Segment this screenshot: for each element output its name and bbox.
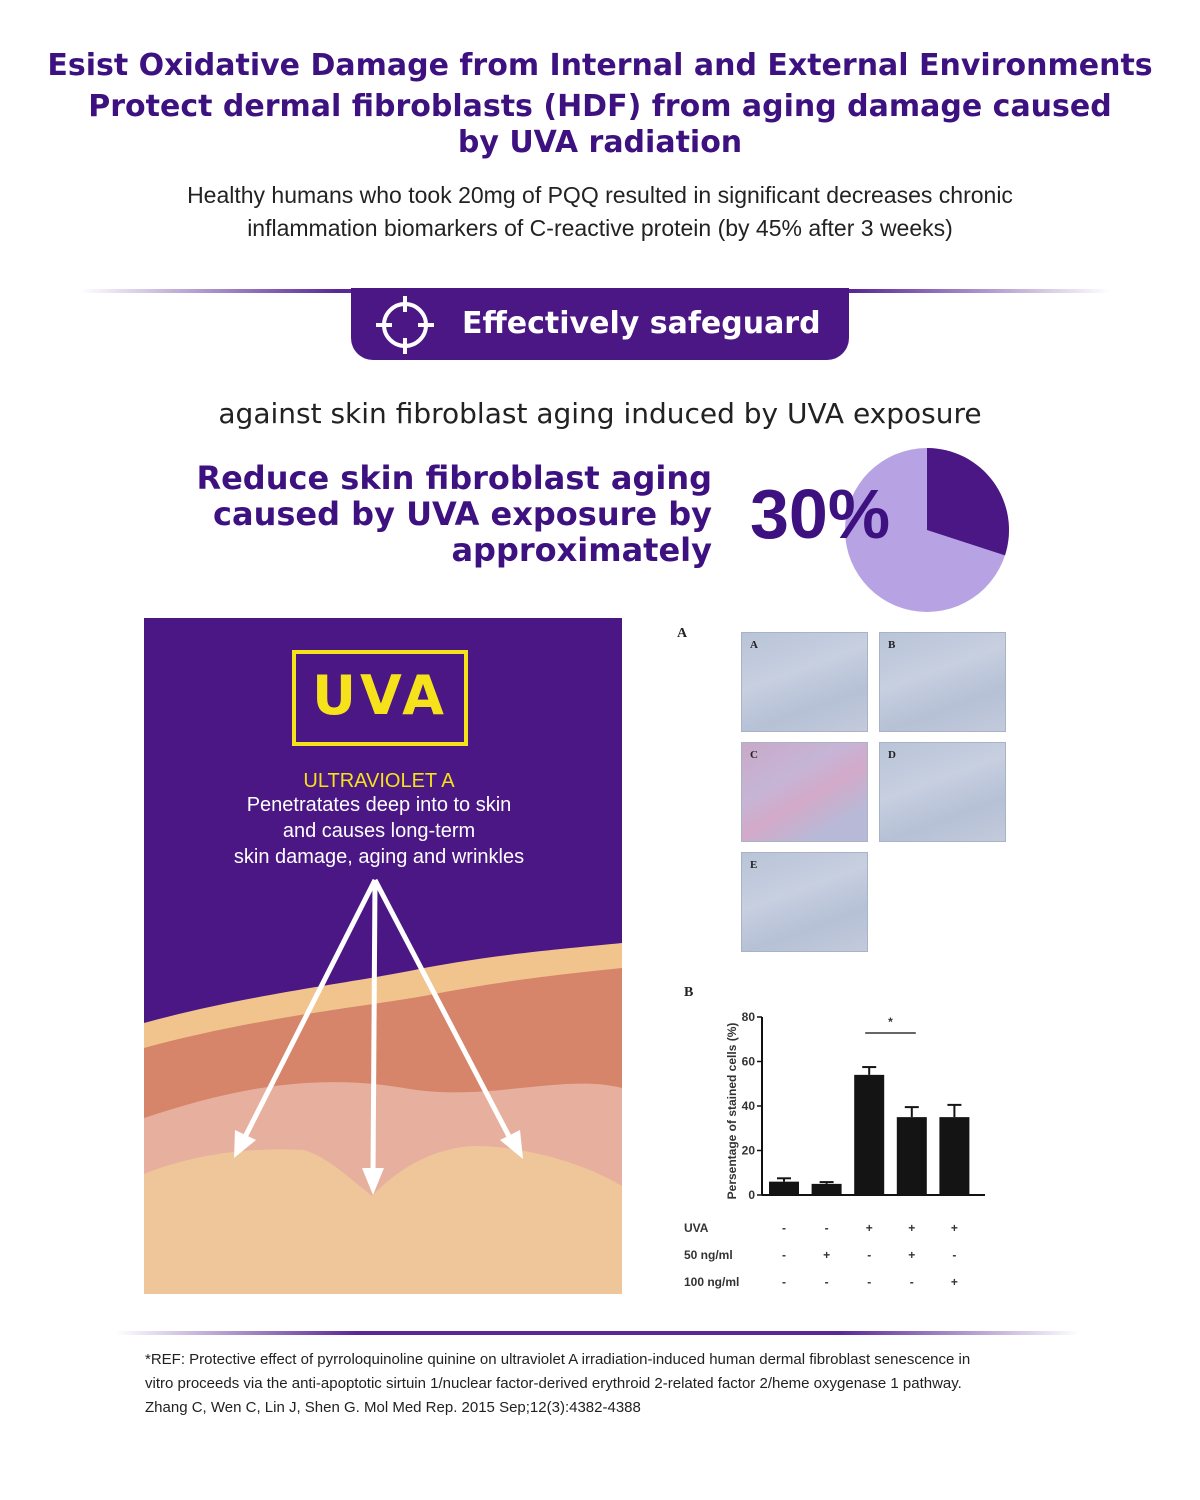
tagline: against skin fibroblast aging induced by UVA exposure: [218, 397, 982, 430]
condition-mark: -: [782, 1275, 786, 1289]
condition-mark: +: [908, 1248, 916, 1262]
subtitle-line-1: Healthy humans who took 20mg of PQQ resulted in significant decreases chronic: [187, 182, 1013, 208]
condition-mark: -: [909, 1275, 914, 1289]
page-title-line-1: Esist Oxidative Damage from Internal and External Environments: [47, 48, 1153, 83]
condition-mark: -: [824, 1275, 829, 1289]
micrograph-e: [741, 852, 868, 952]
condition-mark: -: [867, 1248, 872, 1262]
reference-line-3: Zhang C, Wen C, Lin J, Shen G. Mol Med Rep. 2015 Sep;12(3):4382-4388: [145, 1399, 641, 1416]
y-tick-label: 40: [741, 1099, 755, 1113]
bar: [854, 1075, 884, 1195]
condition-mark: +: [908, 1221, 916, 1235]
micrograph-d: [879, 742, 1006, 842]
condition-mark: +: [865, 1221, 873, 1235]
condition-mark: -: [952, 1248, 957, 1262]
micrograph-d-label: D: [888, 749, 896, 761]
significance-star: *: [888, 1015, 893, 1029]
bar: [769, 1182, 799, 1195]
condition-label: UVA: [684, 1221, 709, 1235]
micrograph-b-label: B: [888, 639, 896, 651]
y-tick-label: 60: [741, 1054, 755, 1069]
bar: [812, 1184, 842, 1195]
reduction-line-3: approximately: [451, 531, 712, 569]
reduction-percent: 30%: [750, 475, 891, 553]
micrograph-c: [741, 742, 868, 842]
page-title-line-2: Protect dermal fibroblasts (HDF) from aging damage caused: [88, 89, 1112, 124]
reduction-line-1: Reduce skin fibroblast aging: [196, 459, 712, 497]
micrograph-b: [879, 632, 1006, 732]
micrograph-c-label: C: [750, 749, 758, 761]
condition-label: 50 ng/ml: [684, 1248, 733, 1262]
bar: [939, 1117, 969, 1195]
uva-description-line-3: skin damage, aging and wrinkles: [233, 846, 525, 868]
figure-a-label: A: [677, 626, 688, 641]
reference-line-1: *REF: Protective effect of pyrroloquinoline quinine on ultraviolet A irradiation-induced human dermal fibroblast senescence in: [145, 1351, 971, 1368]
uva-description: [144, 792, 614, 870]
micrograph-e-label: E: [750, 859, 758, 871]
y-tick-label: 80: [741, 1010, 755, 1024]
condition-mark: +: [823, 1248, 831, 1262]
divider-bottom: [115, 1331, 1080, 1335]
micrograph-a-label: A: [750, 639, 758, 651]
bar: [897, 1117, 927, 1195]
safeguard-badge-label: Effectively safeguard: [462, 306, 821, 341]
reference-line-2: vitro proceeds via the anti-apoptotic sirtuin 1/nuclear factor-derived erythroid 2-related factor 2/heme oxygenase 1 pathway.: [145, 1375, 962, 1392]
reduction-statement: [112, 460, 712, 568]
condition-mark: -: [782, 1248, 786, 1262]
y-tick-label: 20: [741, 1143, 755, 1158]
condition-mark: -: [824, 1221, 829, 1235]
y-tick-label: 0: [748, 1188, 755, 1202]
micrograph-a: [741, 632, 868, 732]
y-axis-label: Persentage of stained cells (%): [725, 1022, 739, 1200]
condition-mark: -: [782, 1221, 786, 1235]
uva-description-line-2: and causes long-term: [282, 820, 476, 842]
crosshair-icon: [374, 294, 436, 356]
stained-cells-bar-chart: [670, 995, 1010, 1295]
subtitle-line-2: inflammation biomarkers of C-reactive protein (by 45% after 3 weeks): [247, 215, 953, 241]
condition-mark: -: [867, 1275, 872, 1289]
reduction-line-2: caused by UVA exposure by: [213, 495, 712, 533]
condition-label: 100 ng/ml: [684, 1275, 740, 1289]
reference-text: [145, 1348, 1065, 1420]
uva-subtitle: ULTRAVIOLET A: [303, 770, 455, 792]
figure-b-label: B: [684, 985, 694, 1000]
uva-title: UVA: [312, 664, 448, 727]
condition-mark: +: [950, 1221, 958, 1235]
page-title-line-3: by UVA radiation: [457, 125, 743, 160]
condition-mark: +: [950, 1275, 958, 1289]
uva-description-line-1: Penetratates deep into to skin: [246, 794, 512, 816]
